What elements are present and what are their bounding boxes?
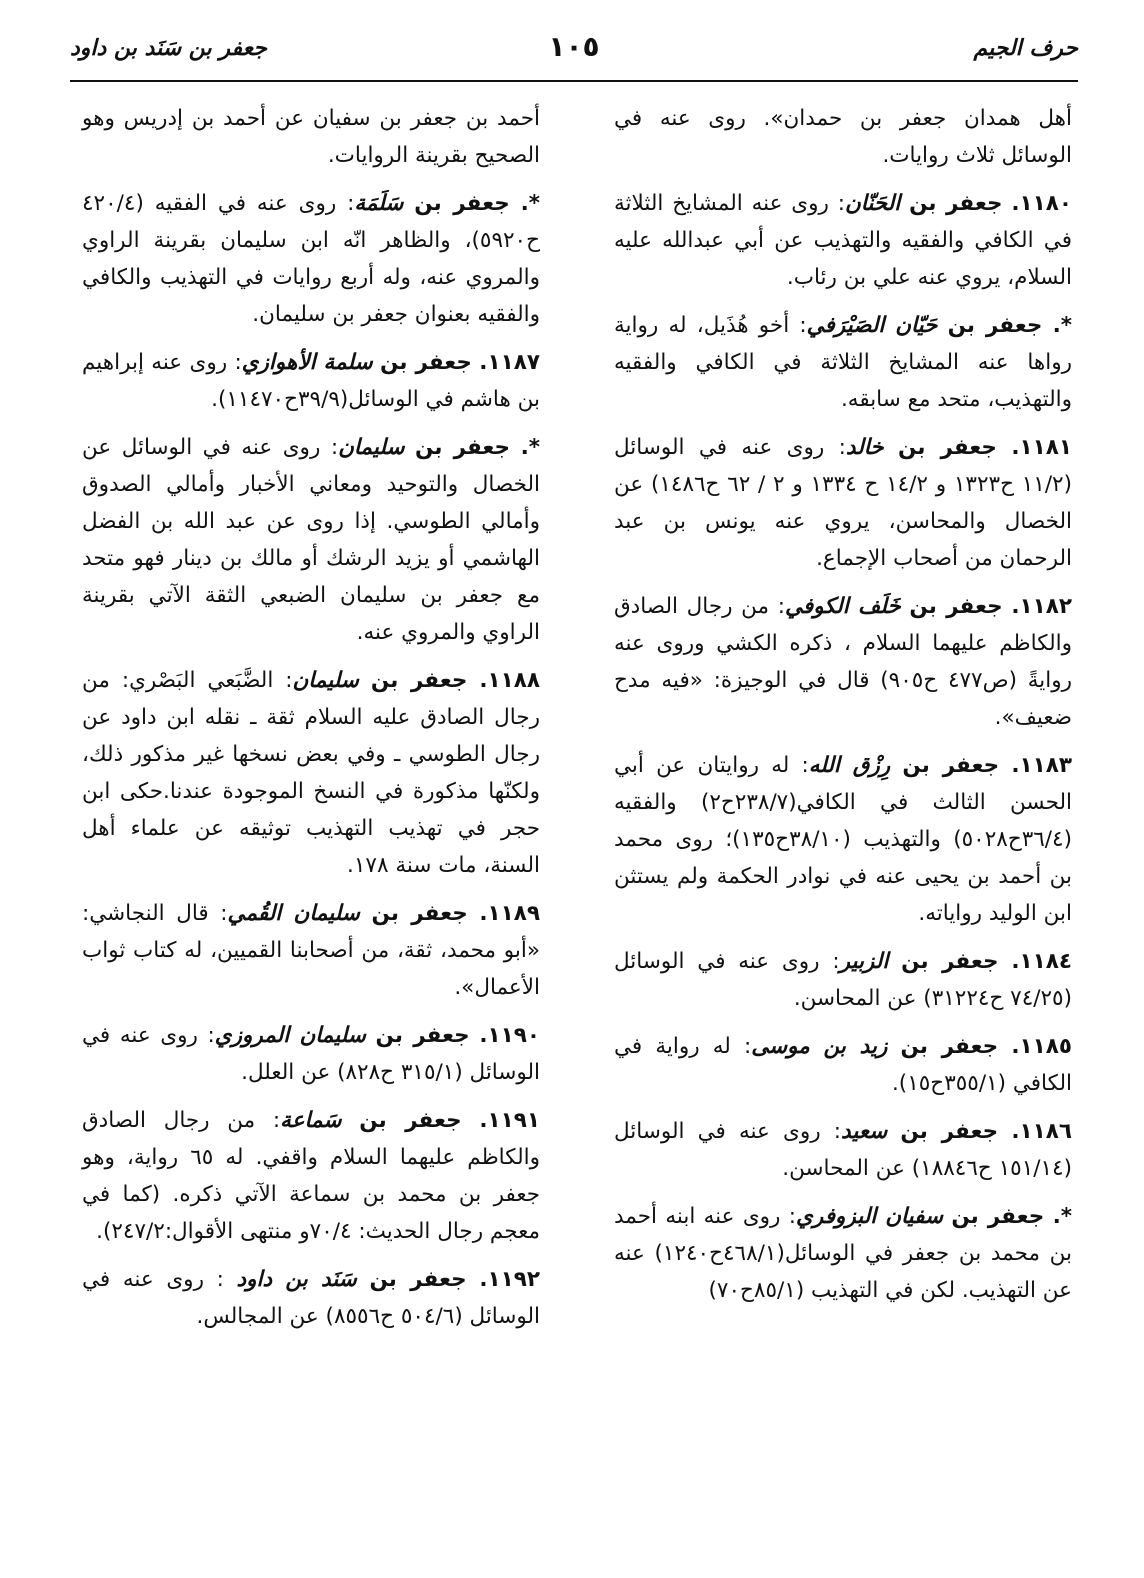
entry-number: ١١٨٣.: [1011, 753, 1073, 778]
dictionary-entry: [614, 943, 1072, 1017]
entry-name: جعفر بن: [897, 435, 997, 460]
entry-name: جعفر بن: [900, 1119, 999, 1144]
entry-name: جعفر بن: [909, 191, 1003, 216]
entry-name: جعفر بن: [902, 753, 1000, 778]
entry-nisba: سعيد: [841, 1119, 888, 1144]
entry-name: جعفر بن: [947, 313, 1043, 338]
entry-number: ١١٩١.: [479, 1108, 540, 1133]
entry-text: أحمد بن جعفر بن سفيان عن أحمد بن إدريس وهو الصحيح بقرينة الروايات.: [82, 106, 540, 168]
entry-number: ١١٨٥.: [1011, 1034, 1072, 1059]
entry-nisba: سليمان المروزي: [214, 1023, 366, 1048]
entry-text: : روى عنه في الوسائل (٧٤/٢٥ ح٣١٢٢٤) عن المحاسن.: [614, 949, 1072, 1011]
dictionary-entry: [82, 1261, 540, 1335]
entry-text: : من رجال الصادق والكاظم عليهما السلام ، ذكره الكشي وروى عنه روايةً (ص٤٧٧ ح٩٠٥) قال في الوجيزة: «فيه مدح ضعيف».: [614, 594, 1072, 730]
entry-text: : روى عنه في الوسائل عن الخصال والتوحيد ومعاني الأخبار وأمالي الصدوق وأمالي الطوسي. إذا روى عن عبد الله بن الفضل الهاشمي أو يزيد الرشك أو مالك بن دينار فهو متحد مع جعفر بن سليمان الضبعي الثقة الآتي بقرينة الراوي والمروي عنه.: [82, 435, 540, 645]
dictionary-entry: [614, 588, 1072, 736]
dictionary-entry: [82, 662, 540, 884]
entry-text: : له رواية في الكافي (٣٥٥/١ح١٥).: [614, 1034, 1072, 1096]
entry-nisba: سليمان: [338, 435, 405, 460]
dictionary-entry: [614, 100, 1072, 174]
dictionary-entry: [82, 1017, 540, 1091]
entry-text: : روى عنه في الوسائل (٥٠٤/٦ ح٨٥٥٦) عن المجالس.: [82, 1267, 540, 1329]
entry-name: جعفر بن: [371, 901, 468, 926]
entry-name: جعفر بن: [369, 1267, 467, 1292]
dictionary-entry: [614, 747, 1072, 932]
page-number: ١٠٥: [548, 30, 600, 63]
entry-name: جعفر بن: [909, 594, 1003, 619]
dictionary-entry: [614, 1198, 1072, 1309]
entry-nisba: سَلَمَة: [354, 191, 404, 216]
dictionary-entry: [614, 185, 1072, 296]
running-head-chapter: حرف الجيم: [973, 36, 1078, 61]
entry-text: أهل همدان جعفر بن حمدان». روى عنه في الوسائل ثلاث روايات.: [614, 106, 1072, 168]
dictionary-entry: [614, 307, 1072, 418]
entry-nisba: سليمان: [292, 668, 359, 693]
dictionary-entry: [614, 1028, 1072, 1102]
left-column: [82, 100, 540, 1346]
dictionary-entry: [82, 344, 540, 418]
entry-number: *.: [1052, 1204, 1073, 1229]
entry-nisba: سَنَد بن داود: [236, 1267, 357, 1292]
dictionary-entry: [82, 1102, 540, 1250]
entry-number: *.: [1052, 313, 1072, 338]
entry-name: جعفر بن: [951, 1204, 1045, 1229]
entry-nisba: الحَنّان: [844, 191, 901, 216]
entry-number: ١١٨٠.: [1011, 191, 1073, 216]
entry-nisba: حَيّان الصَيْرَفي: [806, 313, 938, 338]
header-rule: [70, 80, 1078, 82]
entry-number: ١١٨٩.: [479, 901, 540, 926]
entry-number: ١١٨٤.: [1011, 949, 1072, 974]
entry-nisba: الزبير: [839, 949, 889, 974]
entry-text: : أخو هُذَيل، له رواية رواها عنه المشايخ الثلاثة في الكافي والفقيه والتهذيب، متحد مع سابقه.: [614, 313, 1072, 412]
entry-name: جعفر بن: [414, 435, 511, 460]
entry-text: : روى عنه إبراهيم بن هاشم في الوسائل(٣٩/٩ح١١٤٧٠).: [82, 350, 540, 412]
dictionary-entry: [82, 429, 540, 651]
entry-nisba: سليمان القُمي: [227, 901, 360, 926]
entry-number: ١١٨٨.: [479, 668, 540, 693]
entry-number: ١١٨١.: [1011, 435, 1072, 460]
entry-number: ١١٩٢.: [479, 1267, 541, 1292]
right-column: [614, 100, 1072, 1320]
entry-nisba: خَلَف الكوفي: [785, 594, 901, 619]
entry-name: جعفر بن: [380, 350, 472, 375]
dictionary-entry: [82, 895, 540, 1006]
entry-name: جعفر بن: [414, 191, 510, 216]
entry-nisba: سَماعة: [280, 1108, 342, 1133]
entry-text: : روى عنه المشايخ الثلاثة في الكافي والفقيه والتهذيب عن أبي عبدالله عليه السلام، يروي عنه علي بن رئاب.: [614, 191, 1072, 290]
entry-number: ١١٩٠.: [479, 1023, 540, 1048]
entry-text: : روى عنه في الوسائل (٣١٥/١ ح٨٢٨) عن العلل.: [82, 1023, 540, 1085]
entry-text: : روى عنه في الوسائل (١٥١/١٤ ح١٨٨٤٦) عن المحاسن.: [614, 1119, 1072, 1181]
entry-text: : روى عنه في الفقيه (٤٢٠/٤ ح٥٩٢٠)، والظاهر انّه ابن سليمان بقرينة الراوي والمروي عنه، وله أربع روايات في التهذيب والكافي والفقيه بعنوان جعفر بن سليمان.: [82, 191, 540, 327]
entry-nisba: خالد: [845, 435, 884, 460]
entry-name: جعفر بن: [900, 1034, 999, 1059]
entry-number: *.: [520, 191, 540, 216]
entry-name: جعفر بن: [370, 668, 468, 693]
entry-nisba: سلمة الأهوازي: [241, 350, 373, 375]
entry-nisba: سفيان البزوفري: [796, 1204, 943, 1229]
entry-name: جعفر بن: [359, 1108, 462, 1133]
running-head-entry: جعفر بن سَنَد بن داود: [70, 36, 267, 61]
entry-nisba: زيد بن موسى: [751, 1034, 888, 1059]
entry-text: : الضَّبَعي البَصْري: من رجال الصادق عليه السلام ثقة ـ نقله ابن داود عن رجال الطوسي ـ وفي بعض نسخها غير مذكور ذلك، ولكنّها مذكورة في النسخ الموجودة عندنا.حكى ابن حجر في تهذيب التهذيب توثيقه عن علماء أهل السنة، مات سنة ١٧٨.: [82, 668, 540, 878]
entry-nisba: رِزْق الله: [808, 753, 891, 778]
entry-text: : من رجال الصادق والكاظم عليهما السلام واقفي. له ٦٥ رواية، وهو جعفر بن محمد بن سماعة الآتي ذكره. (كما في معجم رجال الحديث: ٧٠/٤و منتهى الأقوال:٢٤٧/٢).: [82, 1108, 541, 1244]
dictionary-entry: [614, 1113, 1072, 1187]
entry-name: جعفر بن: [375, 1023, 470, 1048]
page-header: [70, 30, 1078, 76]
entry-number: ١١٨٦.: [1011, 1119, 1072, 1144]
entry-text: : روى عنه ابنه أحمد بن محمد بن جعفر في الوسائل(٤٦٨/١ح١٢٤٠) عنه عن التهذيب. لكن في التهذيب (٨٥/١ح٧٠): [614, 1204, 1072, 1303]
entry-number: ١١٨٧.: [479, 350, 540, 375]
dictionary-entry: [82, 185, 540, 333]
entry-text: : قال النجاشي: «أبو محمد، ثقة، من أصحابنا القميين، له كتاب ثواب الأعمال».: [82, 901, 540, 1000]
dictionary-entry: [614, 429, 1072, 577]
entry-text: : له روايتان عن أبي الحسن الثالث في الكافي(٢٣٨/٧ح٢) والفقيه (٣٦/٤ح٥٠٢٨) والتهذيب (٣٨/١٠ح١٣٥)؛ روى محمد بن أحمد بن يحيى عنه في نوادر الحكمة ولم يستثن ابن الوليد رواياته.: [614, 753, 1072, 926]
entry-number: *.: [520, 435, 540, 460]
dictionary-entry: [82, 100, 540, 174]
entry-text: : روى عنه في الوسائل (١١/٢ ح١٣٢٣ و ١٤/٢ ح ١٣٣٤ و ٢ / ٦٢ ح١٤٨٦) عن الخصال والمحاسن، يروي عنه يونس بن عبد الرحمان من أصحاب الإجماع.: [614, 435, 1072, 571]
entry-number: ١١٨٢.: [1011, 594, 1072, 619]
entry-name: جعفر بن: [901, 949, 999, 974]
